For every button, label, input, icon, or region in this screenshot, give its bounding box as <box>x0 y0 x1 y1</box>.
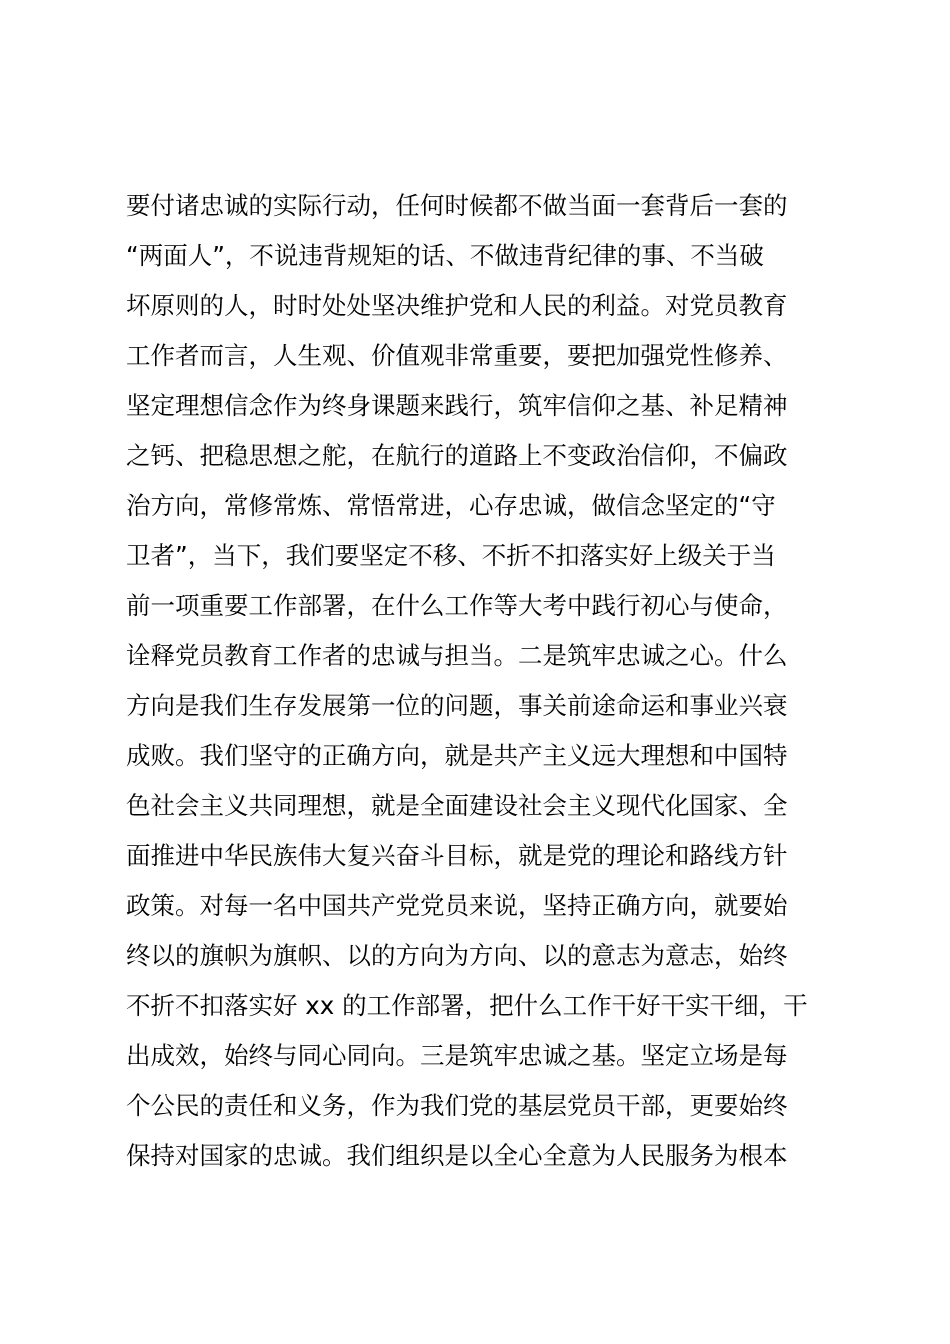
text-line-8: 卫者”，当下，我们要坚定不移、不折不扣落实好上级关于当 <box>126 541 776 570</box>
text-line-19: 个公民的责任和义务，作为我们党的基层党员干部，更要始终 <box>126 1091 788 1120</box>
text-line-18: 出成效，始终与同心同向。三是筑牢忠诚之基。坚定立场是每 <box>126 1041 788 1070</box>
text-line-15: 政策。对每一名中国共产党党员来说，坚持正确方向，就要始 <box>126 891 788 920</box>
text-line-9: 前一项重要工作部署，在什么工作等大考中践行初心与使命， <box>126 591 788 620</box>
text-line-20: 保持对国家的忠诚。我们组织是以全心全意为人民服务为根本 <box>126 1141 788 1170</box>
text-line-16: 终以的旗帜为旗帜、以的方向为方向、以的意志为意志，始终 <box>126 941 788 970</box>
text-line-6: 之钙、把稳思想之舵，在航行的道路上不变政治信仰，不偏政 <box>126 441 788 470</box>
text-line-4: 工作者而言，人生观、价值观非常重要，要把加强党性修养、 <box>126 341 788 370</box>
text-line-11: 方向是我们生存发展第一位的问题，事关前途命运和事业兴衰 <box>126 691 788 720</box>
text-line-7: 治方向，常修常炼、常悟常进，心存忠诚，做信念坚定的“守 <box>126 491 776 520</box>
text-line-2: “两面人”，不说违背规矩的话、不做违背纪律的事、不当破 <box>126 241 764 270</box>
text-line-14: 面推进中华民族伟大复兴奋斗目标，就是党的理论和路线方针 <box>126 841 788 870</box>
body-paragraph <box>126 181 836 1181</box>
text-line-3: 坏原则的人，时时处处坚决维护党和人民的利益。对党员教育 <box>126 291 788 320</box>
text-line-10: 诠释党员教育工作者的忠诚与担当。二是筑牢忠诚之心。什么 <box>126 641 788 670</box>
text-line-12: 成败。我们坚守的正确方向，就是共产主义远大理想和中国特 <box>126 741 788 770</box>
text-line-17: 不折不扣落实好 xx 的工作部署，把什么工作干好干实干细，干 <box>126 991 808 1020</box>
text-line-1: 要付诸忠诚的实际行动，任何时候都不做当面一套背后一套的 <box>126 191 788 220</box>
text-line-5: 坚定理想信念作为终身课题来践行，筑牢信仰之基、补足精神 <box>126 391 788 420</box>
text-line-13: 色社会主义共同理想，就是全面建设社会主义现代化国家、全 <box>126 791 788 820</box>
